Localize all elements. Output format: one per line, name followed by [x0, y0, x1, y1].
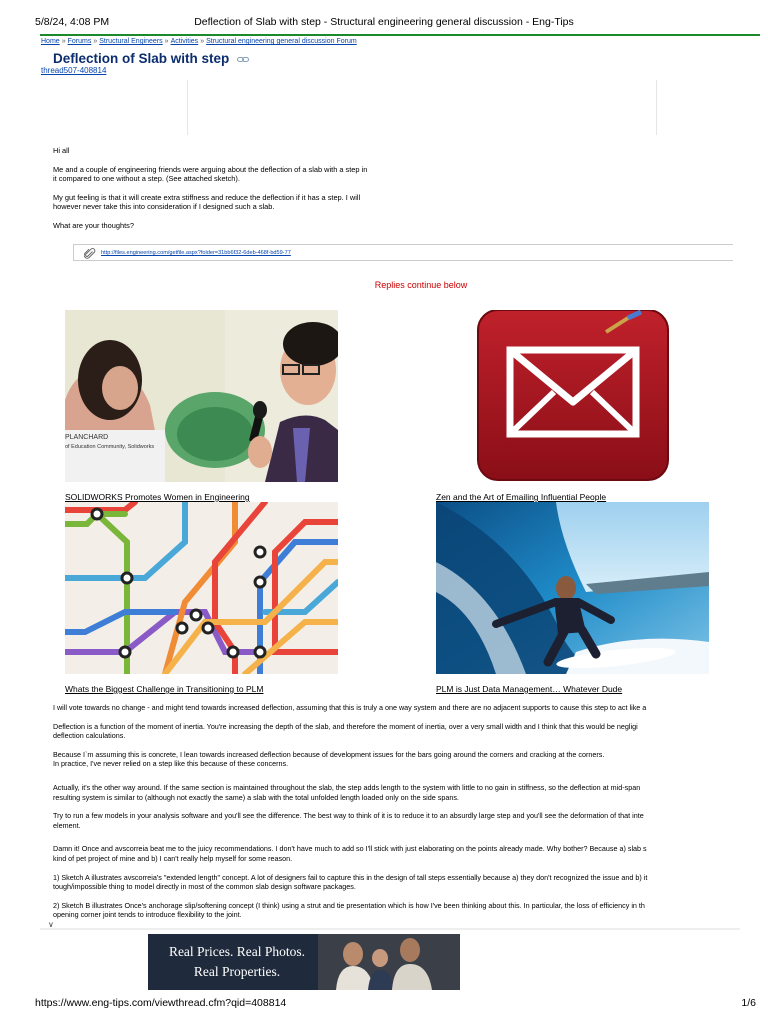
ad-slot-divider [187, 80, 188, 135]
post-paragraph: Me and a couple of engineering friends were arguing about the deflection of a slab with a step in it compared to one without a step. (See attached sketch). [53, 164, 368, 184]
reply-paragraph: I will vote towards no change - and might tend towards increased deflection, assuming that this is truly a one way system and there are no adjacent supports to cause this step to act like a [53, 703, 647, 712]
breadcrumb-forums[interactable]: Forums [67, 38, 92, 45]
reply-paragraph: Actually, it's the other way around. If the same section is maintained throughout the slab, the step adds length to the system with little to no gain in stiffness, so the deflection at mid-span resulting system is similar to (although not exactly the same) a slab with the total unfolded length loaded only on the side spans. [53, 782, 641, 802]
overlay-role: of Education Community, Solidworks [65, 444, 155, 450]
breadcrumb-activities[interactable]: Activities [170, 38, 199, 45]
card-link-plm-challenge[interactable]: Whats the Biggest Challenge in Transitioning to PLM [65, 684, 264, 694]
reply-paragraph: 2) Sketch B illustrates Once's anchorage slip/softening concept (I think) using a strut and tie presentation which is how I've been thinking about this. In particular, the loss of efficiency in th opening corner joint tends to introduce flexibility to the joint. [53, 900, 645, 920]
header-divider [40, 34, 760, 36]
card-link-plm-data[interactable]: PLM is Just Data Management… Whatever Dude [436, 684, 623, 694]
card-image-email[interactable] [436, 310, 709, 482]
overlay-name: PLANCHARD [65, 434, 109, 441]
card-image-plm-map[interactable] [65, 502, 338, 674]
replies-continue-note: Replies continue below [374, 280, 468, 290]
breadcrumb-forum[interactable]: Structural engineering general discussion Forum [206, 38, 357, 45]
reply-paragraph: 1) Sketch A illustrates avscorreia's "extended length" concept. A lot of designers fail to capture this in the design of tall steps essentially because a) they don't recognized the issue and b) it tough/impossible thing to model directly in most of the common slab design software packages. [53, 872, 648, 892]
permalink-icon[interactable] [237, 52, 249, 67]
paperclip-icon [84, 247, 96, 265]
ad-banner[interactable] [148, 934, 460, 990]
print-url: https://www.eng-tips.com/viewthread.cfm?qid=408814 [35, 997, 287, 1009]
post-paragraph: What are your thoughts? [53, 220, 134, 230]
card-image-surfer[interactable] [436, 502, 709, 674]
reply-paragraph: Deflection is a function of the moment of inertia. You're increasing the depth of the slab, and therefore the moment of inertia, over a very small width and I think that this would be negligi deflection calculations. [53, 721, 638, 741]
post-paragraph: My gut feeling is that it will create extra stiffness and reduce the deflection if it has a step. I will however never take this into consideration if I designed such a slab. [53, 192, 361, 212]
print-page-title: Deflection of Slab with step - Structural engineering general discussion - Eng-Tips [194, 16, 574, 28]
card-link-solidworks[interactable]: SOLIDWORKS Promotes Women in Engineering [65, 492, 250, 502]
breadcrumb-home[interactable]: Home [41, 38, 60, 45]
reply-paragraph: Try to run a few models in your analysis software and you'll see the difference. The best way to think of it is to reduce it to an absurdly large step and you'll see the deformation of that inte element. [53, 811, 644, 830]
post-paragraph: Hi all [53, 146, 70, 155]
divider [40, 928, 740, 930]
card-image-solidworks[interactable] [65, 310, 338, 482]
ad-slot-divider [656, 80, 657, 135]
attachment-link[interactable]: http://files.engineering.com/getfile.aspx?folder=31bb6f32-6deb-468f-bd59-77 [101, 250, 291, 256]
thread-title [53, 51, 249, 67]
thread-title-text: Deflection of Slab with step [53, 51, 230, 66]
attachment-box [73, 244, 733, 261]
ad-headline: Real Prices. Real Photos. Real Properties. [168, 944, 306, 979]
chevron-down-icon[interactable]: ∨ [48, 920, 54, 929]
print-datetime: 5/8/24, 4:08 PM [35, 16, 110, 28]
card-link-email[interactable]: Zen and the Art of Emailing Influential People [436, 492, 607, 502]
print-page-number: 1/6 [741, 997, 756, 1009]
breadcrumb: Home » Forums » Structural Engineers » Activities » Structural engineering general discussion Forum [41, 38, 357, 45]
print-header [35, 16, 733, 30]
replies-section [53, 703, 733, 929]
thread-id-link[interactable]: thread507-408814 [41, 66, 107, 75]
reply-paragraph: Because I`m assuming this is concrete, I lean towards increased deflection because of development issues for the bars going around the corners and cracking at the corners. In practice, I've never relied on a step like this because of these concerns. [53, 749, 605, 769]
breadcrumb-structural-engineers[interactable]: Structural Engineers [99, 38, 163, 45]
original-post [53, 146, 373, 240]
reply-paragraph: Damn it! Once and avscorreia beat me to the juicy recommendations. I don't have much to add so I'll stick with just elaborating on the points already made. Why bother? Because a) slab s kind of pet project of mine and b) I can't really help myself for some reason. [53, 844, 647, 863]
